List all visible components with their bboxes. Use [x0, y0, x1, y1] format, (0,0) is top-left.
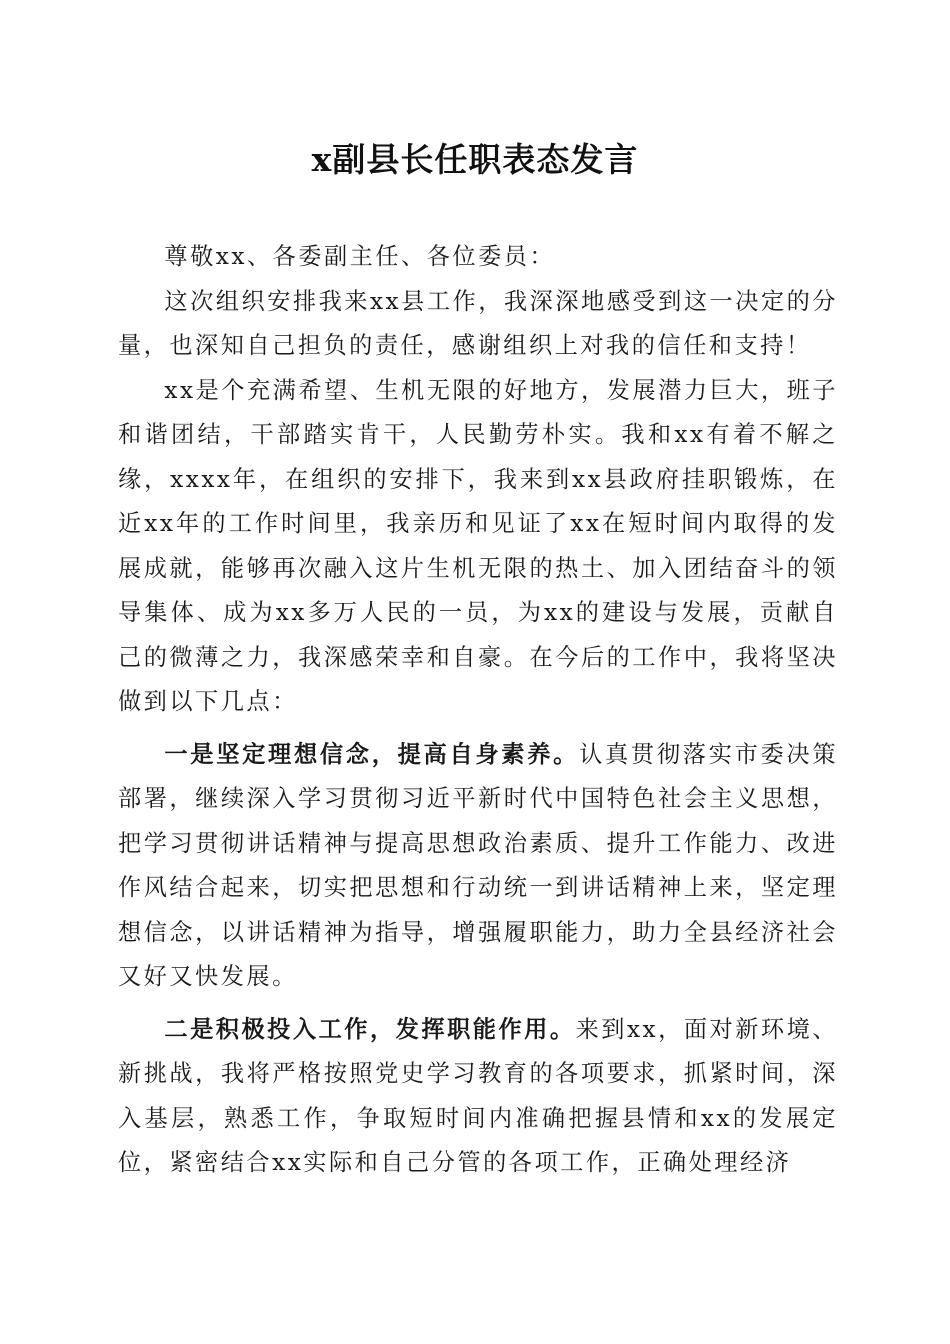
paragraph-3-lead: 一是坚定理想信念，提高自身素养。	[164, 740, 580, 768]
paragraph-3-text: 认真贯彻落实市委决策部署，继续深入学习贯彻习近平新时代中国特色社会主义思想，把学习贯彻讲话精神与提高思想政治素质、提升工作能力、改进作风结合起来，切实把思想和行动统一到讲话精神上来，坚定理想信念，以讲话精神为指导，增强履职能力，助力全县经济社会又好又快发展。	[118, 740, 839, 990]
paragraph-1	[118, 280, 838, 369]
document-title: x副县长任职表态发言	[311, 140, 639, 179]
paragraph-3	[118, 733, 838, 1000]
paragraph-2	[118, 369, 838, 725]
salutation: 尊敬xx、各委副主任、各位委员：	[164, 243, 556, 270]
paragraph-4	[118, 1008, 838, 1186]
paragraph-2-text: xx是个充满希望、生机无限的好地方，发展潜力巨大，班子和谐团结，干部踏实肯干，人民勤劳朴实。我和xx有着不解之缘，xxxx年，在组织的安排下，我来到xx县政府挂职锻炼，在近xx年的工作时间里，我亲历和见证了xx在短时间内取得的发展成就，能够再次融入这片生机无限的热土、加入团结奋斗的领导集体、成为xx多万人民的一员，为xx的建设与发展，贡献自己的微薄之力，我深感荣幸和自豪。在今后的工作中，我将坚决做到以下几点：	[118, 376, 838, 715]
paragraph-4-lead: 二是积极投入工作，发挥职能作用。	[164, 1015, 576, 1043]
paragraph-1-text: 这次组织安排我来xx县工作，我深深地感受到这一决定的分量，也深知自己担负的责任，感谢组织上对我的信任和支持！	[118, 287, 838, 359]
paragraph-4-text: 来到xx，面对新环境、新挑战，我将严格按照党史学习教育的各项要求，抓紧时间，深入基层，熟悉工作，争取短时间内准确把握县情和xx的发展定位，紧密结合xx实际和自己分管的各项工作，正确处理经济	[118, 1015, 838, 1176]
document-body	[118, 235, 838, 1186]
